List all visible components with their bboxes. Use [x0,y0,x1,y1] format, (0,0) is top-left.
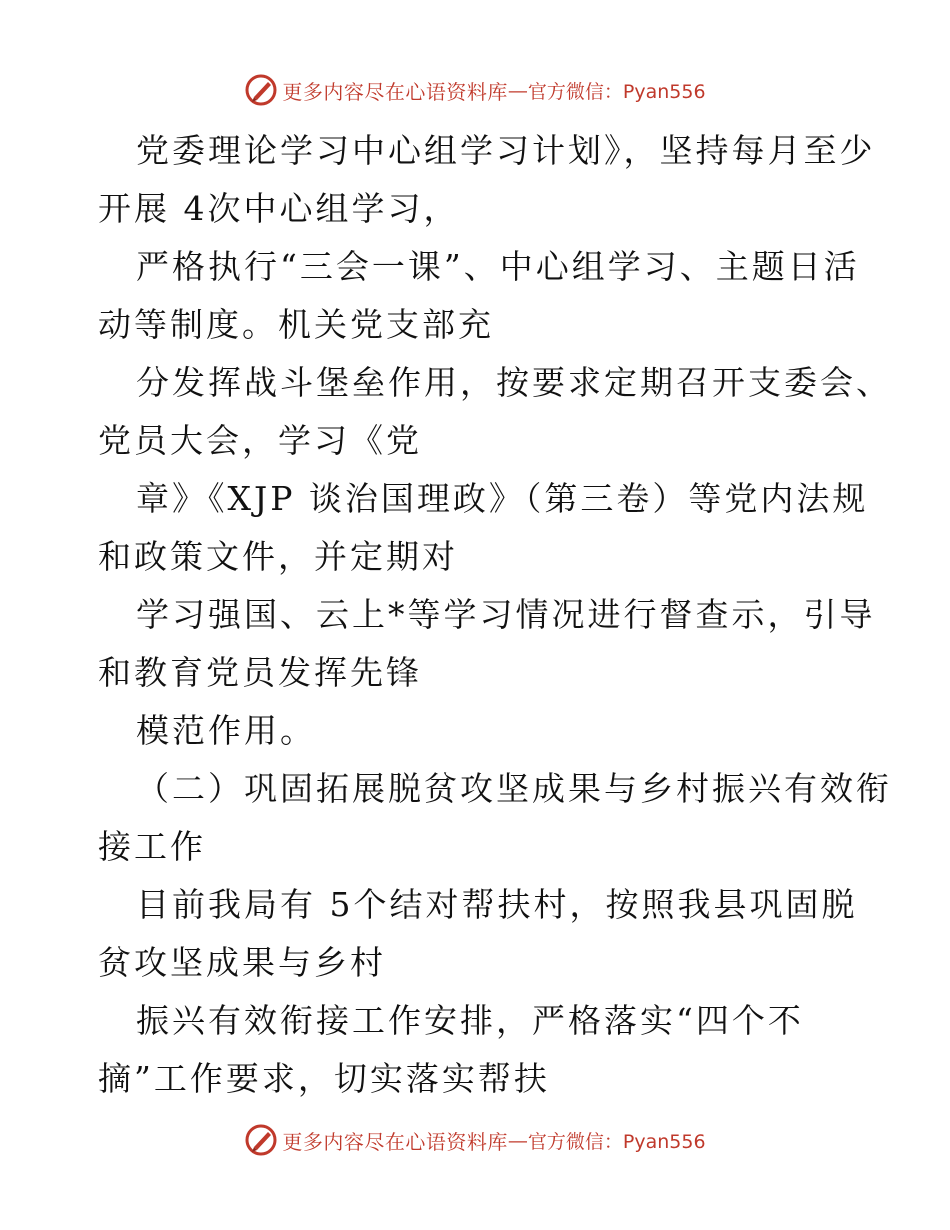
pen-logo-icon [244,1123,278,1157]
footer-separator: — [507,1128,528,1152]
text-line: 党委理论学习中心组学习计划》，坚持每月至少 [136,131,876,170]
text-line: 分发挥战斗堡垒作用，按要求定期召开支委会、 [136,363,892,402]
footer-wechat: 官方微信：Pyan556 [527,1130,706,1153]
section-heading-continued: 接工作 [98,827,206,866]
text-line: 开展 4次中心组学习， [98,189,460,228]
text-line: 振兴有效衔接工作安排，严格落实“四个不 [136,1001,804,1040]
text-line: 摘”工作要求，切实落实帮扶 [98,1059,550,1098]
section-heading: （二）巩固拓展脱贫攻坚成果与乡村振兴有效衔 [136,769,892,808]
header-banner [0,70,950,110]
footer-banner [0,1120,950,1160]
footer-text: 更多内容尽在心语资料库 [282,1129,508,1154]
text-line: 动等制度。机关党支部充 [98,305,494,344]
text-line: 学习强国、云上*等学习情况进行督查示，引导 [136,595,876,634]
text-line: 模范作用。 [136,711,316,750]
text-line: 党员大会，学习《党 [98,421,422,460]
text-line: 和教育党员发挥先锋 [98,653,422,692]
text-line: 严格执行“三会一课”、中心组学习、主题日活 [136,247,860,286]
text-line: 贫攻坚成果与乡村 [98,943,386,982]
header-separator: — [507,78,528,102]
text-line: 章》《XJP 谈治国理政》（第三卷）等党内法规 [136,479,869,518]
text-line: 和政策文件，并定期对 [98,537,458,576]
text-line: 目前我局有 5个结对帮扶村，按照我县巩固脱 [136,885,858,924]
header-text: 更多内容尽在心语资料库 [282,79,508,104]
header-wechat: 官方微信：Pyan556 [527,80,706,103]
pen-logo-icon [244,73,278,107]
document-body [98,122,892,1108]
